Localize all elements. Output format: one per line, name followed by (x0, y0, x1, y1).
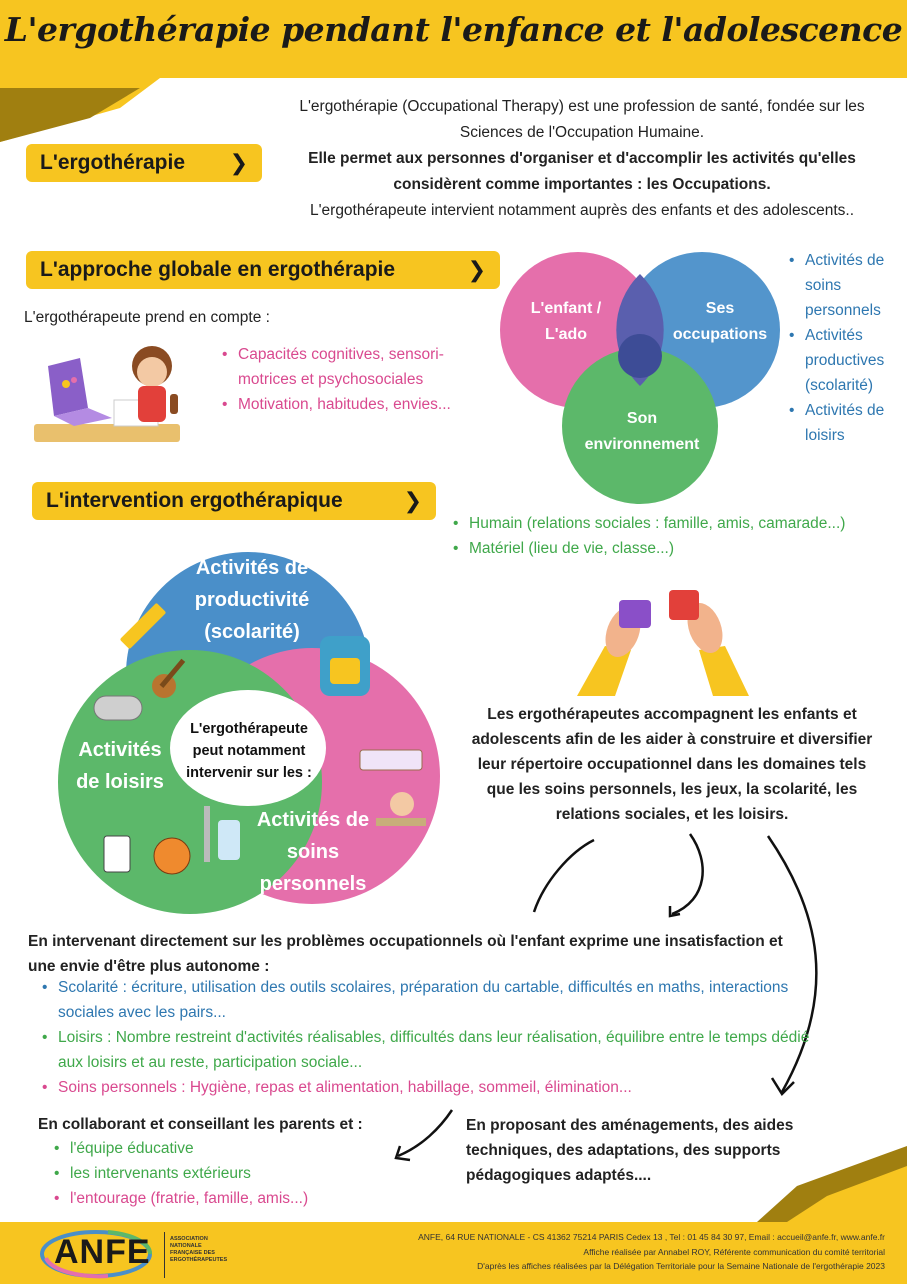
section-approche-globale: L'approche globale en ergothérapie ❯ (26, 251, 500, 289)
chevron-right-icon: ❯ (229, 150, 248, 175)
label-leisure: Activités de loisirs (76, 739, 164, 793)
approach-green-list: • Humain (relations sociales : famille, amis, camarade...) • Matériel (lieu de vie, classe...) (453, 511, 903, 561)
intro-text: L'ergothérapie (Occupational Therapy) est une profession de santé, fondée sur les Sciences de l'Occupation Humaine. Elle permet aux personnes d'organiser et d'accomplir les activités qu'elles considèrent comme importantes : les Occupations. L'ergothérapeute intervient notamment auprès des enfants et des adolescents.. (299, 98, 865, 219)
arrow-down-left-icon (392, 1106, 458, 1164)
venn-label-environment: Son environnement (584, 410, 700, 453)
chevron-right-icon: ❯ (403, 488, 422, 513)
footer-info: ANFE, 64 RUE NATIONALE - CS 41362 75214 PARIS Cedex 13 , Tel : 01 45 84 30 97, Email : accueil@anfe.fr, www.anfe.fr Affiche réalisée par Annabel ROY, Référente communication du comité territorial D'après les affiches réalisées par la Délégation Territoriale pour la Semaine Nationale de l'ergothérapie 2023 (418, 1232, 885, 1271)
direct-list: • Scolarité : écriture, utilisation des outils scolaires, préparation du cartable, difficultés en maths, interactions sociales avec les pairs... • Loisirs : Nombre restreint d'activités réalisables, difficultés dans leur réalisation, équilibre entre le temps dédié aux loisirs et au reste, participation sociale... • Soins personnels : Hygiène, repas et alimentation, habillage, sommeil, élimination... (42, 975, 822, 1100)
footer-divider (164, 1232, 165, 1278)
basketball-icon (154, 838, 190, 874)
child-at-laptop-illustration (34, 336, 182, 448)
gamepad-icon (94, 696, 142, 720)
page-title: L'ergothérapie pendant l'enfance et l'adolescence (4, 10, 903, 49)
label-selfcare: Activités de soins personnels (256, 809, 370, 895)
venn-diagram-approach (498, 248, 782, 506)
approach-pink-list: • Capacités cognitives, sensori-motrices et psychosociales • Motivation, habitudes, envies... (222, 342, 484, 417)
direct-lead: En intervenant directement sur les problèmes occupationnels où l'enfant exprime une insatisfaction et une envie d'être plus autonome : (28, 933, 783, 975)
approach-blue-list: • Activités de soins personnels • Activités productives (scolarité) • Activités de loisirs (789, 248, 903, 448)
intervention-paragraph: Les ergothérapeutes accompagnent les enfants et adolescents afin de les aider à construire et diversifier leur répertoire occupationnel dans les domaines tels que les soins personnels, les jeux, la scolarité, les relations sociales, et les loisirs. (471, 706, 873, 823)
chevron-right-icon: ❯ (467, 257, 486, 282)
section-ergotherapie: L'ergothérapie ❯ (26, 144, 262, 182)
bed-icon (360, 750, 422, 770)
collab-list: • l'équipe éducative • les intervenants extérieurs • l'entourage (fratrie, famille, amis...) (54, 1136, 384, 1211)
arrow-curve-icon (534, 840, 594, 912)
association-name: ASSOCIATION NATIONALE FRANÇAISE DES ERGOTHÉRAPEUTES (170, 1236, 228, 1263)
cards-icon (104, 836, 130, 872)
label-productivity: Activités de productivité (scolarité) (194, 557, 310, 643)
decorative-stripes-right (757, 1146, 907, 1222)
venn-label-child: L'enfant / L'ado (530, 300, 602, 343)
proposal-text: En proposant des aménagements, des aides techniques, des adaptations, des supports pédagogiques adaptés.... (466, 1117, 794, 1184)
decorative-stripes-left (0, 78, 160, 142)
collab-lead: En collaborant et conseillant les parents et : (38, 1116, 363, 1133)
label-center: L'ergothérapeute peut notamment intervenir sur les : (186, 721, 312, 781)
anfe-logo: ANFE (54, 1233, 151, 1271)
venn-label-occupations: Ses occupations (672, 300, 768, 343)
approach-lead: L'ergothérapeute prend en compte : (24, 309, 270, 326)
arrow-down-left-icon (672, 834, 703, 914)
puzzle-hands-illustration (575, 586, 751, 698)
section-intervention: L'intervention ergothérapique ❯ (32, 482, 436, 520)
